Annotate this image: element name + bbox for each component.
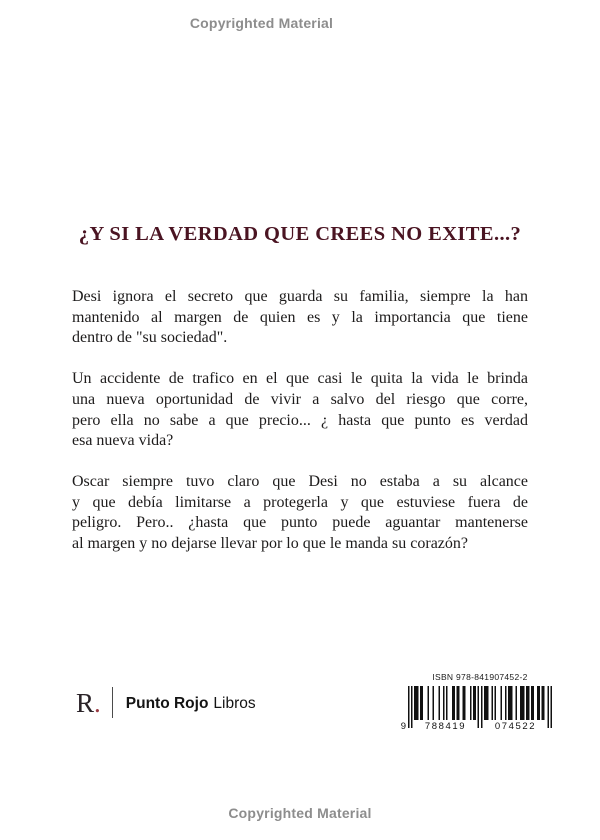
publisher-name — [126, 686, 256, 722]
synopsis-line: Desi ignora el secreto que guarda su familia, siempre la han — [72, 288, 528, 305]
publisher-monogram-icon — [76, 686, 101, 718]
synopsis-line: dentro de "su sociedad". — [72, 329, 228, 347]
publisher-monogram-letter: R — [76, 688, 95, 718]
logo-divider — [112, 687, 113, 718]
synopsis-paragraph — [72, 472, 528, 555]
synopsis-line: una nueva oportunidad de vivir a salvo del riesgo que corre, — [72, 390, 528, 408]
isbn-barcode — [397, 670, 563, 748]
publisher-monogram-dot: . — [94, 688, 101, 718]
synopsis-line: Un accidente de trafico en el que casi le quita la vida le brinda — [72, 370, 528, 388]
synopsis-line: esa nueva vida? — [72, 432, 174, 450]
barcode-digits-left: 788419 — [424, 721, 467, 732]
tagline-heading: ¿Y SI LA VERDAD QUE CREES NO EXITE...? — [78, 223, 522, 245]
synopsis-line: al margen y no dejarse llevar por lo que le manda su corazón? — [72, 535, 468, 553]
barcode-digits-right: 074522 — [494, 721, 537, 732]
synopsis-line: peligro. Pero.. ¿hasta que punto puede aguantar mantenerse — [72, 514, 528, 532]
copyright-banner-bottom: Copyrighted Material — [228, 805, 372, 821]
synopsis-line: mantenido al margen de quien es y la importancia que tiene — [72, 308, 528, 326]
publisher-name-bold: Punto Rojo — [125, 695, 209, 712]
synopsis-line: pero ella no sabe a que precio... ¿ hasta que punto es verdad — [72, 411, 528, 429]
copyright-banner-top: Copyrighted Material — [189, 15, 334, 31]
synopsis-line: Oscar siempre tuvo claro que Desi no estaba a su alcance — [72, 472, 528, 490]
isbn-label: ISBN 978-841907452-2 — [432, 672, 528, 682]
publisher-logo — [76, 686, 256, 722]
synopsis-paragraph — [72, 369, 528, 452]
publisher-name-light: Libros — [213, 695, 256, 712]
synopsis — [72, 287, 528, 575]
synopsis-line: y que debía limitarse a protegerla y que estuviese fuera de — [72, 493, 528, 511]
synopsis-paragraph — [72, 287, 528, 349]
barcode-digit-first: 9 — [400, 721, 406, 732]
